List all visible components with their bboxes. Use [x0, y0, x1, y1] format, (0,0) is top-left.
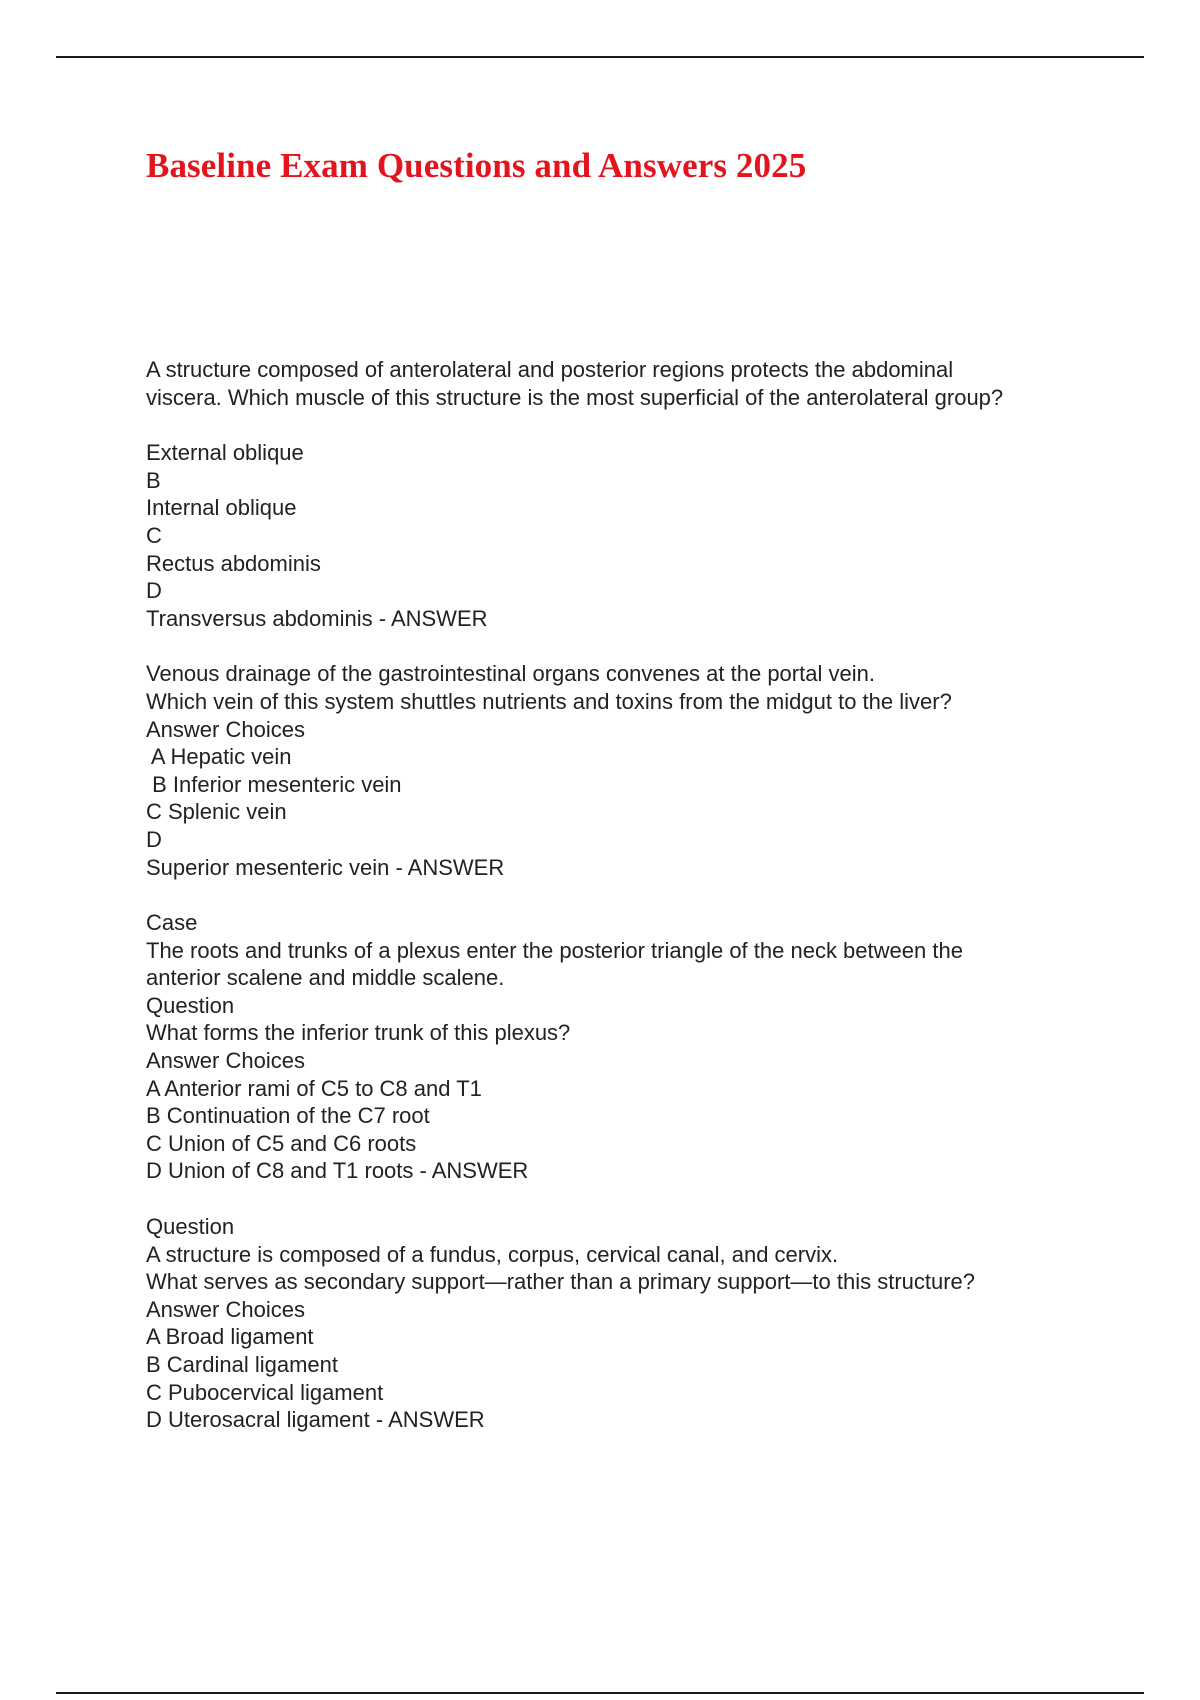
answer-choice: D Uterosacral ligament - ANSWER: [146, 1407, 485, 1433]
answer-choice: B Inferior mesenteric vein: [146, 771, 402, 797]
top-rule: [56, 56, 1144, 58]
answer-choices-heading: Answer Choices: [146, 1048, 305, 1074]
answer-choice: B Cardinal ligament: [146, 1352, 338, 1377]
question-3: [146, 909, 1146, 1185]
bottom-rule: [56, 1692, 1144, 1694]
answer-choice: D Union of C8 and T1 roots - ANSWER: [146, 1158, 529, 1184]
question-content: [146, 356, 1146, 1462]
answer-choice: C Union of C5 and C6 roots: [146, 1130, 417, 1156]
text-line: viscera. Which muscle of this structure is the most superficial of the anterolateral group?: [146, 384, 1004, 410]
answer-choice: Internal oblique: [146, 495, 297, 521]
question-heading: Question: [146, 992, 235, 1018]
answer-choice-letter: B: [146, 467, 161, 493]
question-2: [146, 660, 1146, 881]
question-heading: Question: [146, 1214, 235, 1240]
text-line: The roots and trunks of a plexus enter the posterior triangle of the neck between the: [146, 937, 963, 963]
text-line: Venous drainage of the gastrointestinal organs convenes at the portal vein.: [146, 661, 875, 687]
text-line: A structure is composed of a fundus, corpus, cervical canal, and cervix.: [146, 1241, 839, 1267]
answer-choice: External oblique: [146, 440, 304, 466]
answer-choice: Superior mesenteric vein - ANSWER: [146, 854, 505, 880]
answer-choice: Rectus abdominis: [146, 550, 321, 576]
answer-choices-heading: Answer Choices: [146, 1296, 305, 1322]
question-1-stem: [146, 356, 1146, 411]
answer-choice-letter: C: [146, 522, 162, 548]
answer-choice: C Pubocervical ligament: [146, 1379, 384, 1405]
answer-choices-heading: Answer Choices: [146, 716, 305, 742]
text-line: What serves as secondary support—rather than a primary support—to this structure?: [146, 1269, 976, 1295]
text-line: Which vein of this system shuttles nutrients and toxins from the midgut to the liver?: [146, 688, 952, 714]
text-line: anterior scalene and middle scalene.: [146, 965, 505, 991]
answer-choice-letter: D: [146, 826, 162, 852]
text-line: What forms the inferior trunk of this plexus?: [146, 1020, 571, 1046]
answer-choice: A Broad ligament: [146, 1324, 314, 1350]
question-1-choices: [146, 439, 1146, 632]
answer-choice: B Continuation of the C7 root: [146, 1103, 430, 1129]
case-heading: Case: [146, 910, 198, 936]
question-4: [146, 1213, 1146, 1434]
answer-choice-letter: D: [146, 578, 162, 604]
answer-choice: A Anterior rami of C5 to C8 and T1: [146, 1075, 482, 1101]
answer-choice: A Hepatic vein: [146, 744, 292, 770]
text-line: A structure composed of anterolateral and posterior regions protects the abdominal: [146, 357, 954, 382]
document-title: Baseline Exam Questions and Answers 2025: [146, 146, 807, 185]
answer-choice: C Splenic vein: [146, 799, 287, 825]
answer-choice: Transversus abdominis - ANSWER: [146, 605, 488, 631]
